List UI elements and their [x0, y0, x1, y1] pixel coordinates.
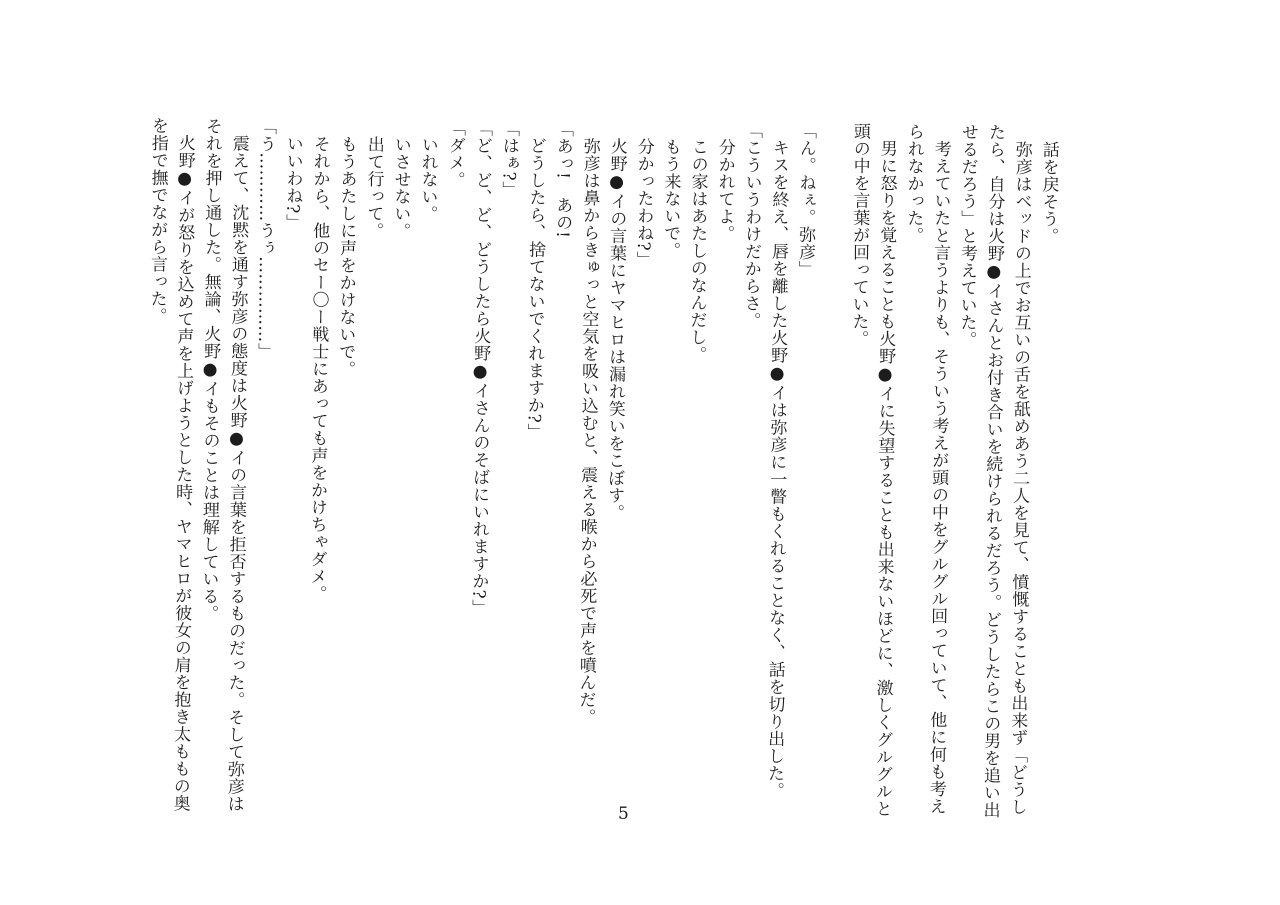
text-line: 分かれてよ。 — [714, 138, 735, 243]
text-line: を指で撫でながら言った。 — [146, 116, 169, 325]
blank-line — [814, 122, 846, 814]
text-line: いれない。 — [417, 135, 438, 223]
text-line: もう来ないで。 — [659, 137, 681, 260]
text-line: 火野●イの言葉にヤマヒロは漏れ笑いをこぼす。 — [603, 137, 627, 522]
text-line: 「ん。ねぇ。弥彦」 — [794, 121, 817, 278]
text-line: 「ど、ど、ど、どうしたら火野●イさんのそばにいれますか?」 — [468, 119, 493, 617]
text-line: いさせない。 — [390, 135, 411, 240]
text-line: せるだろう」と考えていた。 — [956, 123, 979, 349]
text-line: 震えて、沈黙を通す弥彦の態度は火野●イの言葉を拒否するものだった。そして弥彦は — [223, 134, 249, 813]
text-line: それから、他のセー〇ー戦士にあっても声をかけちゃダメ。 — [306, 135, 330, 603]
text-line: 考えていたと言うよりも、そういう考えが頭の中をグルグル回っていて、他に何も考え — [925, 139, 951, 815]
text-line: この家はあたしのなんだし。 — [686, 138, 708, 364]
text-line: 頭の中を言葉が回っていた。 — [848, 122, 871, 348]
text-line: 「こういうわけだからさ。 — [740, 121, 763, 330]
vertical-text-block — [139, 116, 1062, 819]
text-line: それを押し通した。無論、火野●イもそのことは理解している。 — [198, 117, 223, 623]
page-number: 5 — [618, 804, 629, 824]
text-line: どうしたら、捨てないでくれますか?」 — [523, 136, 546, 441]
text-line: もうあたしに声をかけないで。 — [334, 135, 357, 378]
text-line: 出て行って。 — [363, 135, 384, 240]
text-line: られなかった。 — [903, 122, 925, 245]
text-line: 火野●イが怒りを込めて声を上げようとした時、ヤマヒロが彼女の肩を抱き太ももの奥 — [169, 134, 195, 812]
text-line: 男に怒りを覚えることも火野●イに失望することも出来ないほどに、激しくグルグルと — [871, 139, 897, 818]
text-line: 「はぁ?」 — [498, 119, 520, 199]
text-line: 「あっ! あの! — [552, 120, 574, 239]
text-line: いいわね?」 — [282, 134, 303, 231]
text-line: たら、自分は火野●イさんとお付き合いを続けられるだろう。どうしたらこの男を追い出 — [979, 123, 1006, 819]
text-line: 「ダメ。 — [444, 119, 466, 189]
text-line: 弥彦は鼻からきゅっと空気を吸い込むと、震える喉から必死で声を噴んだ。 — [575, 137, 600, 726]
text-line: 弥彦はベッドの上でお互いの舌を舐めあう二人を見て、憤慨することも出来ず「どうし — [1006, 140, 1032, 816]
text-line: 分かったわね?」 — [632, 137, 654, 269]
text-line: キスを終え、唇を離した火野●イは弥彦に一瞥もくれることなく、話を切り出した。 — [763, 138, 789, 800]
text-line: 話を戻そう。 — [1038, 140, 1059, 245]
text-line: 「う…………うぅ……………」 — [254, 117, 277, 361]
